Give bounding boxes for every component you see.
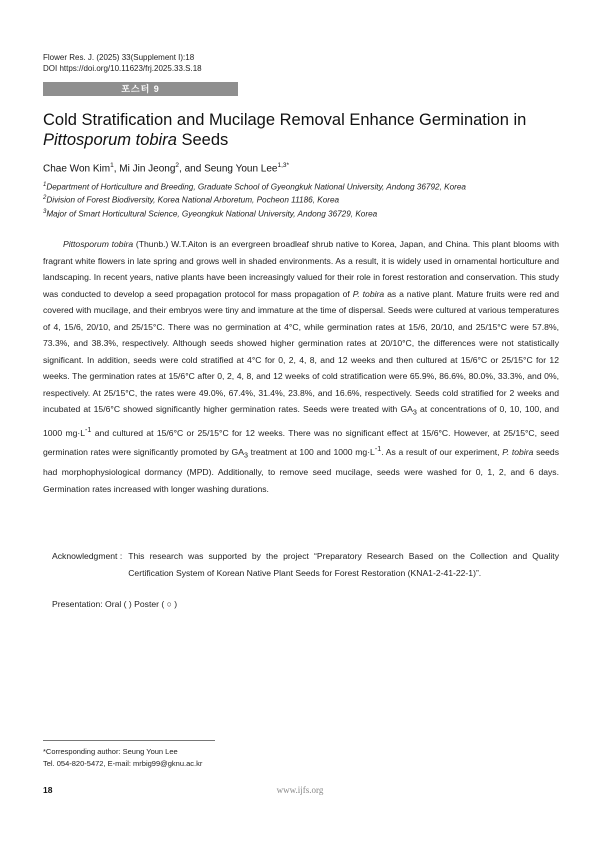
journal-citation: [43, 52, 202, 74]
poster-banner: 포스터 9: [43, 82, 238, 96]
corresponding-author: *Corresponding author: Seung Youn Lee: [43, 747, 178, 756]
abstract-text: at concentrations of 0, 10, 100, and 1000 mg·L: [43, 404, 559, 438]
affiliation: [43, 207, 583, 220]
footnote: [43, 746, 202, 769]
subscript: 3: [243, 451, 248, 460]
superscript: -1: [85, 425, 92, 434]
author-name: Seung Youn Lee: [204, 163, 278, 175]
author-list: [43, 162, 289, 174]
acknowledgment-text: This research was supported by the project “Preparatory Research Based on the Collection and Quality Certification System of Korean Native Plant Seeds for Forest Restoration (KNA1-2-41-22-1)”.: [128, 551, 559, 578]
subscript: 3: [412, 409, 417, 418]
author-sup: 1: [110, 162, 114, 169]
contact-info: Tel. 054-820-5472, E-mail: mrbig99@gknu.ac.kr: [43, 758, 203, 768]
abstract-text: as a native plant. Mature fruits were red and covered with mucilage, and their embryos were tiny and immature at the time of dispersal. Seeds were cultured at various temperatures of 4, 15/6, 20/10, and 25/15°C. There was no germination at 4°C, while germination rates at 15/6, 20/10, and 25/15°C were 57.8%, 73.3%, and 38.3%, respectively. Although seeds showed higher germination rates at 20/10°C, the differences were not statistically significant. In addition, seeds were cold stratified at 4°C for 0, 2, 4, 8, and 12 weeks and then cultured at 15/6°C or 25/15°C for 12 weeks. The germination rates at 15/6°C after 0, 2, 4, 8, and 12 weeks of cold stratification were 65.9%, 86.6%, 80.0%, 33.3%, and 0%, respectively. At 25/15°C, the rates were 49.0%, 67.4%, 31.4%, 23.8%, and 16.6%, respectively. Seeds cold stratified for 2 weeks and incubated at 15/6°C showed significantly higher germination rates. Seeds were treated with GA: [43, 288, 559, 415]
affiliation-text: Department of Horticulture and Breeding, Graduate School of Gyeongkuk National University, Andong 36792, Korea: [46, 182, 466, 192]
superscript: -1: [374, 445, 382, 454]
doi-line: DOI https://doi.org/10.11623/frj.2025.33.S.18: [43, 64, 202, 73]
page-number: 18: [43, 785, 53, 795]
affiliation: [43, 180, 583, 193]
species-name: Pittosporum tobira: [63, 239, 134, 249]
author-name: Chae Won Kim: [43, 163, 111, 175]
affiliation-text: Major of Smart Horticultural Science, Gyeongkuk National University, Andong 36729, Korea: [46, 209, 378, 219]
journal-volume-line: Flower Res. J. (2025) 33(Supplement I):18: [43, 53, 195, 62]
affiliation-sup: 2: [43, 195, 47, 202]
author-sup: 1,3*: [277, 162, 290, 169]
species-name: P. tobira: [502, 447, 534, 457]
author-sup: 2: [175, 162, 180, 169]
abstract-text: (Thunb.) W.T.Aiton is an evergreen broadleaf shrub native to Korea, Japan, and China. This plant blooms with fragrant white flowers in late spring and grows well in shaded environments. As a result, it is widely used in ornamental horticulture and landscaping. In recent years, native plants have been increasingly valued for their role in forest restoration and conservation. This study was conducted to develop a seed propagation protocol for mass propagation of: [43, 239, 559, 299]
site-url: www.ijfs.org: [276, 785, 324, 795]
abstract-text: . As a result of our experiment,: [381, 447, 503, 457]
author-separator: ,: [113, 163, 120, 175]
paper-title: [43, 110, 563, 150]
affiliation-text: Division of Forest Biodiversity, Korea National Arboretum, Pocheon 11186, Korea: [46, 196, 340, 206]
affiliation-sup: 3: [43, 208, 47, 215]
title-species: Pittosporum tobira: [43, 131, 177, 149]
affiliation-sup: 1: [43, 182, 47, 188]
abstract-text: seeds had morphophysiological dormancy (MPD). Additionally, to remove seed mucilage, seeds were washed for 0, 1, 2, and 6 days. Germination rates increased with longer washing durations.: [43, 447, 560, 494]
abstract-paragraph: [43, 236, 559, 497]
abstract-text: treatment at 100 and 1000 mg·L: [247, 447, 375, 457]
title-part-1: Cold Stratification and Mucilage Removal Enhance Germination in: [43, 111, 527, 129]
acknowledgment-label: Acknowledgment :: [52, 551, 123, 561]
affiliation-list: [43, 180, 583, 220]
acknowledgment: [52, 548, 559, 581]
acknowledgment-row: [52, 548, 559, 581]
title-part-2: Seeds: [176, 131, 229, 149]
author-separator: , and: [179, 163, 205, 175]
abstract: [43, 236, 559, 497]
footnote-divider: [43, 740, 215, 741]
author-name: Mi Jin Jeong: [119, 163, 176, 175]
affiliation: [43, 193, 583, 206]
species-name: P. tobira: [352, 288, 385, 299]
abstract-text: and cultured at 15/6°C or 25/15°C for 12 weeks. There was no significant effect at 15/6°C. However, at 25/15°C, seed germination rates were significantly promoted by GA: [43, 427, 560, 457]
presentation-type: Presentation: Oral ( ) Poster ( ○ ): [52, 599, 178, 609]
